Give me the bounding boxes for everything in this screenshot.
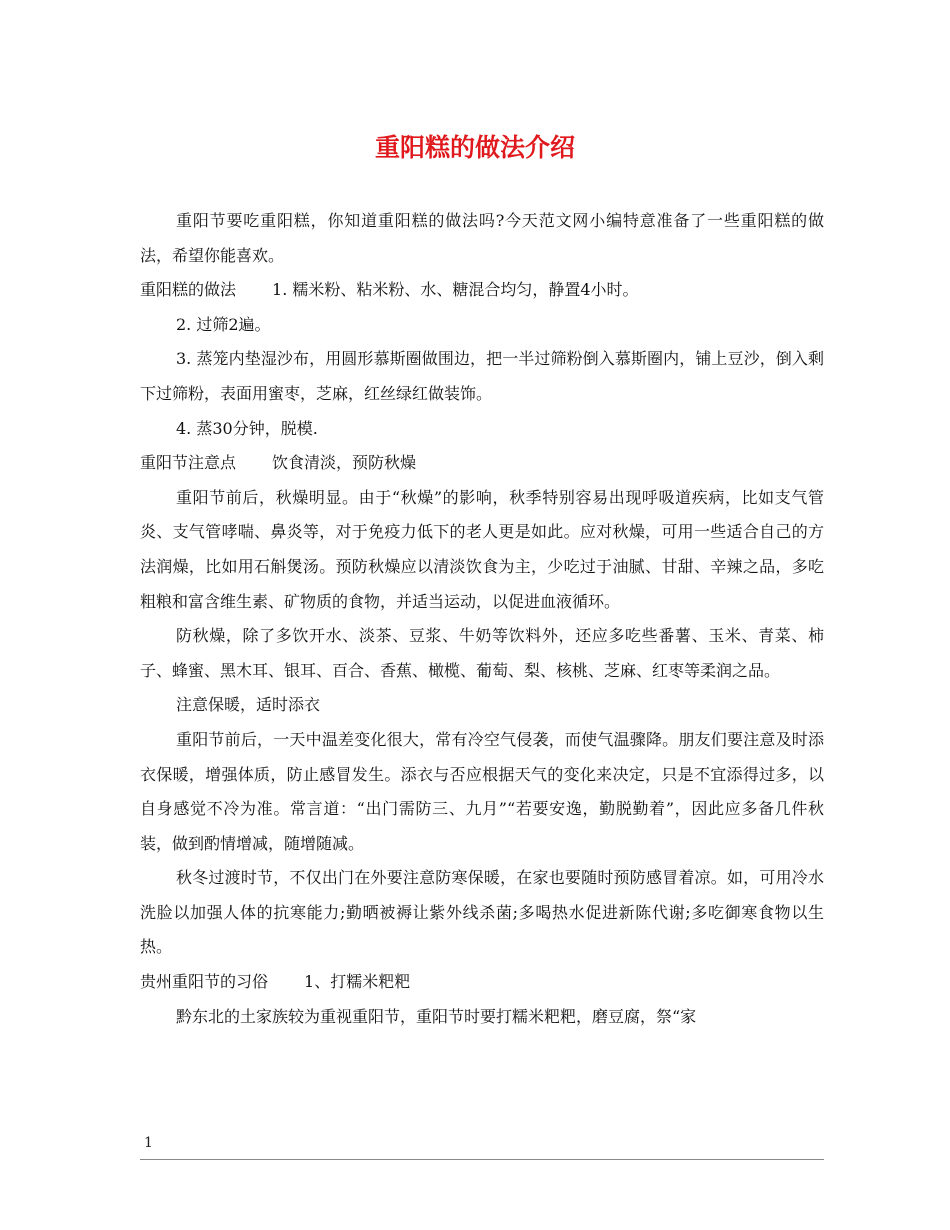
- document-body: [140, 204, 824, 1034]
- intro-paragraph: 重阳节要吃重阳糕，你知道重阳糕的做法吗?今天范文网小编特意准备了一些重阳糕的做法，希望你能喜欢。: [140, 211, 824, 265]
- recipe-step-4: 4. 蒸30分钟，脱模.: [176, 418, 318, 438]
- recipe-step-1: 1. 糯米粉、粘米粉、水、糖混合均匀，静置4小时。: [272, 280, 639, 300]
- notes-paragraph-2: 防秋燥，除了多饮开水、淡茶、豆浆、牛奶等饮料外，还应多吃些番薯、玉米、青菜、柿子、蜂蜜、黑木耳、银耳、百合、香蕉、橄榄、葡萄、梨、核桃、芝麻、红枣等柔润之品。: [140, 626, 824, 680]
- notes-paragraph-3: 重阳节前后，一天中温差变化很大，常有冷空气侵袭，而使气温骤降。朋友们要注意及时添衣保暖，增强体质，防止感冒发生。添衣与否应根据天气的变化来决定，只是不宜添得过多，以自身感觉不冷为准。常言道：“出门需防三、九月”“若要安逸，勤脱勤着”，因此应多备几件秋装，做到酌情增减，随增随减。: [140, 729, 824, 853]
- section-notes-line: [140, 446, 824, 481]
- section-heading-recipe: 重阳糕的做法: [140, 280, 237, 300]
- document-title: 重阳糕的做法介绍: [374, 133, 575, 162]
- recipe-step-3: 3. 蒸笼内垫湿沙布，用圆形慕斯圈做围边，把一半过筛粉倒入慕斯圈内，铺上豆沙，倒入剩下过筛粉，表面用蜜枣，芝麻，红丝绿红做装饰。: [140, 349, 824, 403]
- section-recipe-line: [140, 273, 824, 308]
- recipe-step-2: 2. 过筛2遍。: [176, 314, 271, 334]
- notes-subheading-warmth: 注意保暖，适时添衣: [176, 695, 321, 715]
- customs-subheading-1: 1、打糯米粑粑: [304, 972, 411, 992]
- customs-paragraph-1: 黔东北的土家族较为重视重阳节，重阳节时要打糯米粑粑，磨豆腐，祭“家: [176, 1006, 697, 1026]
- footer-divider: [140, 1159, 824, 1160]
- section-heading-notes: 重阳节注意点: [140, 453, 237, 473]
- notes-subheading-diet: 饮食清淡，预防秋燥: [272, 453, 417, 473]
- notes-paragraph-4: 秋冬过渡时节，不仅出门在外要注意防寒保暖，在家也要随时预防感冒着凉。如，可用冷水洗脸以加强人体的抗寒能力;勤晒被褥让紫外线杀菌;多喝热水促进新陈代谢;多吃御寒食物以生热。: [140, 868, 824, 957]
- section-customs-line: [140, 965, 824, 1000]
- page-number: 1: [144, 1135, 153, 1151]
- notes-paragraph-1: 重阳节前后，秋燥明显。由于“秋燥”的影响，秋季特别容易出现呼吸道疾病，比如支气管炎、支气管哮喘、鼻炎等，对于免疫力低下的老人更是如此。应对秋燥，可用一些适合自己的方法润燥，比如用石斛煲汤。预防秋燥应以清淡饮食为主，少吃过于油腻、甘甜、辛辣之品，多吃粗粮和富含维生素、矿物质的食物，并适当运动，以促进血液循环。: [140, 487, 824, 611]
- section-heading-customs: 贵州重阳节的习俗: [140, 972, 269, 992]
